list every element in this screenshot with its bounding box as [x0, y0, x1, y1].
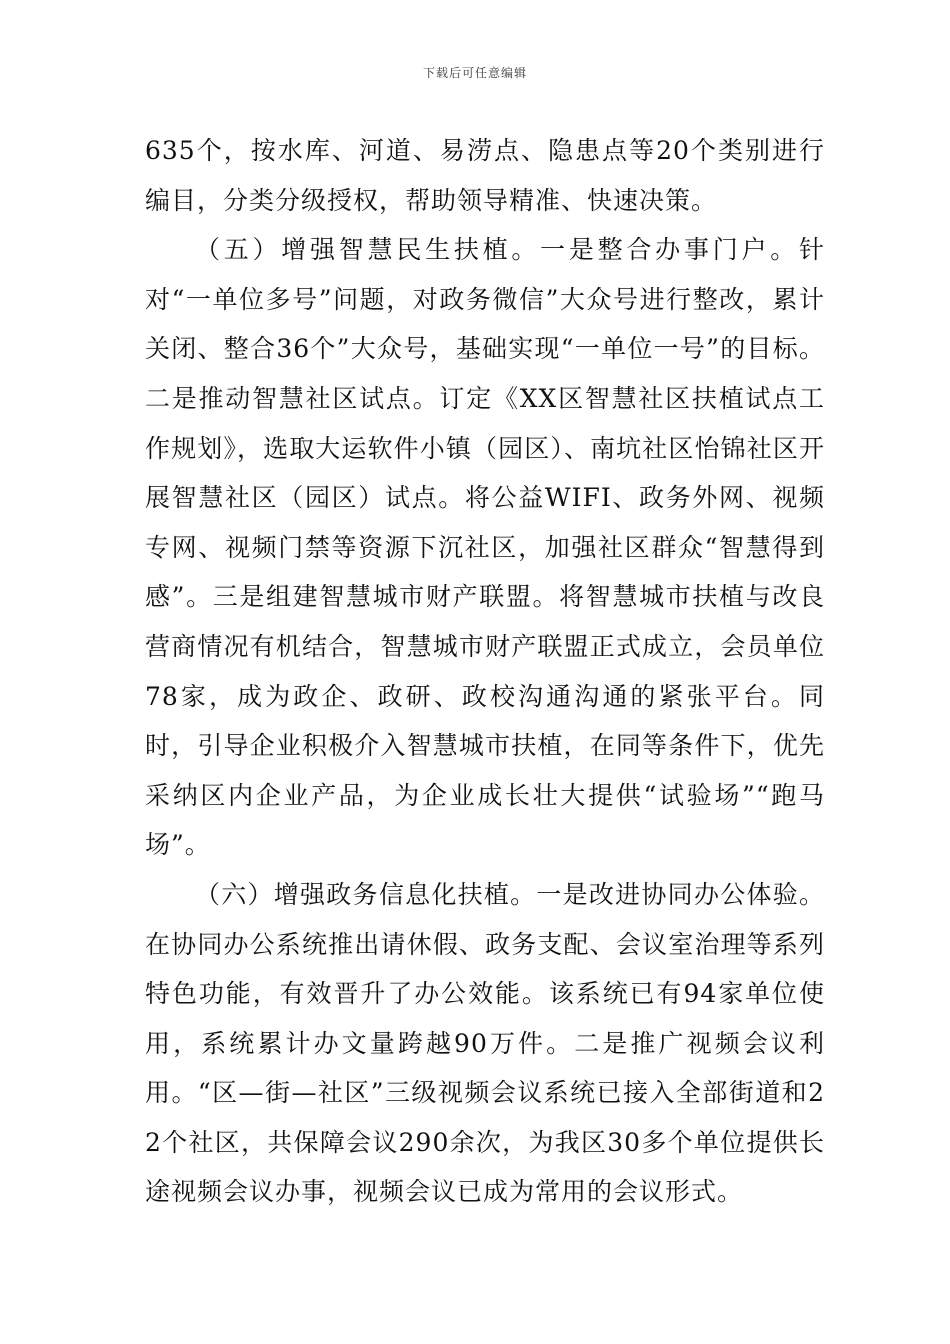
paragraph-section-five: （五）增强智慧民生扶植。一是整合办事门户。针对“一单位多号”问题，对政务微信”大众号进行整改，累计关闭、整合36个”大众号，基础实现“一单位一号”的目标。二是推动智慧社区试点。订定《XX区智慧社区扶植试点工作规划》，选取大运软件小镇（园区）、南坑社区怡锦社区开展智慧社区（园区）试点。将公益WIFI、政务外网、视频专网、视频门禁等资源下沉社区，加强社区群众“智慧得到感”。三是组建智慧城市财产联盟。将智慧城市扶植与改良营商情况有机结合，智慧城市财产联盟正式成立，会员单位78家，成为政企、政研、政校沟通沟通的紧张平台。同时，引导企业积极介入智慧城市扶植，在同等条件下，优先采纳区内企业产品，为企业成长壮大提供“试验场”“跑马场”。: [145, 235, 825, 860]
paragraph-section-six: （六）增强政务信息化扶植。一是改进协同办公体验。在协同办公系统推出请休假、政务支配、会议室治理等系列特色功能，有效晋升了办公效能。该系统已有94家单位使用，系统累计办文量跨越90万件。二是推广视频会议利用。“区—街—社区”三级视频会议系统已接入全部街道和22个社区，共保障会议290余次，为我区30多个单位提供长途视频会议办事，视频会议已成为常用的会议形式。: [145, 879, 825, 1207]
paragraph-continuation: 635个，按水库、河道、易涝点、隐患点等20个类别进行编目，分类分级授权，帮助领导精准、快速决策。: [145, 136, 825, 215]
document-body: [145, 126, 825, 1217]
page-header-note: 下载后可任意编辑: [422, 66, 527, 80]
